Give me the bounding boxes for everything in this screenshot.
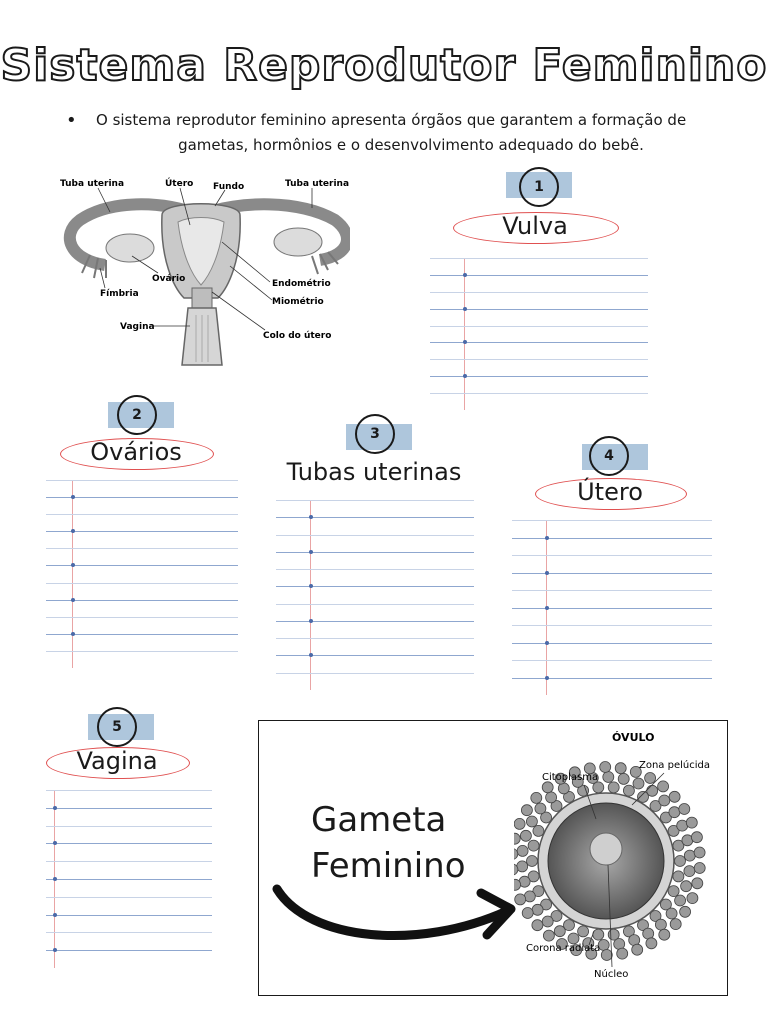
uterus-diagram [50, 170, 350, 380]
section-3-lines[interactable] [276, 500, 474, 690]
leader-miometrio [230, 266, 272, 300]
line-dot [309, 653, 313, 657]
ruled-line [46, 879, 212, 880]
ruled-line [46, 843, 212, 844]
corona-cell [659, 795, 670, 806]
ruled-line [46, 915, 212, 916]
gamete-line-1: Gameta [311, 800, 447, 840]
corona-cell [675, 856, 686, 867]
corona-cell [526, 816, 537, 827]
line-dot [545, 606, 549, 610]
line-dot [309, 550, 313, 554]
corona-cell [517, 845, 528, 856]
corona-cell [517, 861, 528, 872]
corona-cell [546, 792, 557, 803]
ruled-line [276, 500, 474, 501]
line-dot [463, 374, 467, 378]
corona-cell [645, 773, 656, 784]
label-nucleo: Núcleo [594, 969, 629, 980]
corona-cell [686, 817, 697, 828]
label-utero: Útero [165, 179, 194, 189]
ruled-line [46, 548, 238, 549]
page-title: Sistema Reprodutor Feminino [0, 40, 768, 91]
section-4-number: 4 [589, 436, 629, 476]
corona-cell [691, 832, 702, 843]
corona-cell [684, 866, 695, 877]
section-3-number: 3 [355, 414, 395, 454]
label-tuba-left: Tuba uterina [60, 179, 125, 189]
corona-cell [522, 908, 533, 919]
gamete-line-2: Feminino [311, 846, 466, 886]
corona-cell [542, 782, 553, 793]
section-5-number: 5 [97, 707, 137, 747]
label-miometrio: Miométrio [272, 297, 324, 307]
ruled-line [276, 569, 474, 570]
ruled-line [276, 586, 474, 587]
corona-cell [666, 908, 677, 919]
line-dot [545, 536, 549, 540]
corona-cell [531, 792, 542, 803]
corona-cell [528, 840, 539, 851]
line-dot [53, 913, 57, 917]
corona-cell [515, 894, 526, 905]
ruled-line [46, 950, 212, 951]
corona-cell [681, 881, 692, 892]
ruled-line [46, 514, 238, 515]
corona-cell [646, 938, 657, 949]
corona-cell [632, 944, 643, 955]
ruled-line [46, 480, 238, 481]
corona-cell [600, 762, 611, 773]
line-dot [463, 273, 467, 277]
ruled-line [430, 292, 648, 293]
section-1-lines[interactable] [430, 258, 648, 410]
ruled-line [276, 638, 474, 639]
ruled-line [430, 393, 648, 394]
corona-cell [675, 895, 686, 906]
section-4-label: Útero [577, 478, 643, 506]
gamete-panel [258, 720, 728, 996]
ruled-line [512, 625, 712, 626]
corona-cell [679, 804, 690, 815]
corona-cell [669, 791, 680, 802]
corona-cell [680, 906, 691, 917]
line-dot [71, 598, 75, 602]
label-colo: Colo do útero [263, 331, 332, 341]
corona-cell [543, 930, 554, 941]
leader-fimbria [100, 268, 105, 288]
ovum-heading: ÓVULO [612, 731, 655, 744]
corona-cell [670, 919, 681, 930]
line-dot [53, 877, 57, 881]
ruled-line [512, 573, 712, 574]
corona-cell [655, 919, 666, 930]
line-dot [309, 619, 313, 623]
corona-cell [521, 805, 532, 816]
ruled-line [512, 520, 712, 521]
line-dot [545, 571, 549, 575]
label-citoplasma: Citoplasma [542, 772, 599, 783]
cervix-shape [192, 288, 212, 308]
ruled-line [46, 790, 212, 791]
corona-cell [542, 916, 553, 927]
corona-cell [673, 871, 684, 882]
ruled-line [276, 552, 474, 553]
ruled-line [512, 643, 712, 644]
line-dot [71, 495, 75, 499]
margin-line [464, 258, 465, 410]
corona-cell [694, 847, 705, 858]
label-tuba-right: Tuba uterina [285, 179, 350, 189]
corona-cell [535, 803, 546, 814]
line-dot [545, 641, 549, 645]
margin-line [72, 480, 73, 668]
label-vagina: Vagina [120, 322, 155, 332]
ruled-line [430, 359, 648, 360]
ruled-line [46, 651, 238, 652]
intro-line-2: gametas, hormônios e o desenvolvimento adequado do bebê. [178, 136, 644, 154]
ruled-line [46, 617, 238, 618]
section-1-label: Vulva [502, 212, 568, 240]
corona-cell [603, 772, 614, 783]
corona-cell [617, 948, 628, 959]
label-ovario: Ovário [152, 274, 186, 284]
ruled-line [46, 808, 212, 809]
corona-cell [687, 893, 698, 904]
corona-cell [668, 886, 679, 897]
section-1-number: 1 [519, 167, 559, 207]
corona-cell [694, 863, 705, 874]
ruled-line [430, 326, 648, 327]
corona-cell [684, 850, 695, 861]
line-dot [545, 676, 549, 680]
corona-cell [601, 950, 612, 961]
corona-cell [578, 926, 589, 937]
corona-cell [647, 785, 658, 796]
line-dot [53, 948, 57, 952]
ruled-line [276, 621, 474, 622]
ruled-line [512, 538, 712, 539]
section-2-number: 2 [117, 395, 157, 435]
corona-cell [623, 785, 634, 796]
corona-cell [618, 773, 629, 784]
leader-colo [212, 292, 265, 330]
corona-cell [658, 781, 669, 792]
line-dot [463, 340, 467, 344]
line-dot [53, 841, 57, 845]
corona-cell [692, 878, 703, 889]
ruled-line [276, 673, 474, 674]
corona-cell [533, 825, 544, 836]
corona-cell [633, 778, 644, 789]
corona-cell [659, 929, 670, 940]
corona-cell [514, 818, 525, 829]
ruled-line [430, 258, 648, 259]
label-fimbria: Fímbria [100, 289, 139, 299]
corona-cell [520, 830, 531, 841]
label-fundo: Fundo [213, 182, 245, 192]
ruled-line [276, 517, 474, 518]
ruled-line [512, 555, 712, 556]
ruled-line [276, 604, 474, 605]
corona-cell [554, 926, 565, 937]
ruled-line [512, 660, 712, 661]
ruled-line [276, 535, 474, 536]
left-ovary-shape [106, 234, 154, 262]
section-4-lines[interactable] [512, 520, 712, 695]
right-ovary-shape [274, 228, 322, 256]
ovum-diagram [514, 723, 724, 991]
ruled-line [512, 608, 712, 609]
corona-cell [593, 929, 604, 940]
ruled-line [512, 678, 712, 679]
label-endometrio: Endométrio [272, 279, 331, 289]
corona-cell [532, 920, 543, 931]
corona-cell [514, 833, 520, 844]
line-dot [309, 584, 313, 588]
arrow-icon [269, 871, 519, 951]
label-zona: Zona pelúcida [639, 760, 710, 771]
section-3-label: Tubas uterinas [286, 458, 462, 486]
corona-cell [669, 807, 680, 818]
section-2-label: Ovários [90, 438, 182, 466]
corona-cell [527, 856, 538, 867]
line-dot [463, 307, 467, 311]
section-5-label: Vagina [76, 747, 158, 775]
line-dot [53, 806, 57, 810]
ruled-line [276, 655, 474, 656]
intro-paragraph [66, 108, 726, 158]
line-dot [309, 515, 313, 519]
ruled-line [512, 590, 712, 591]
ruled-line [46, 826, 212, 827]
corona-cell [615, 763, 626, 774]
line-dot [71, 563, 75, 567]
line-dot [71, 529, 75, 533]
ruled-line [46, 897, 212, 898]
margin-line [310, 500, 311, 690]
label-corona: Corona radiata [526, 943, 601, 954]
bullet-icon: • [66, 110, 77, 131]
section-2-lines[interactable] [46, 480, 238, 668]
corona-cell [532, 904, 543, 915]
ruled-line [46, 583, 238, 584]
ruled-line [46, 932, 212, 933]
ruled-line [46, 861, 212, 862]
nucleus-shape [590, 833, 622, 865]
line-dot [71, 632, 75, 636]
section-5-lines[interactable] [46, 790, 212, 968]
intro-line-1: O sistema reprodutor feminino apresenta órgãos que garantem a formação de [96, 111, 687, 129]
corona-cell [608, 782, 619, 793]
